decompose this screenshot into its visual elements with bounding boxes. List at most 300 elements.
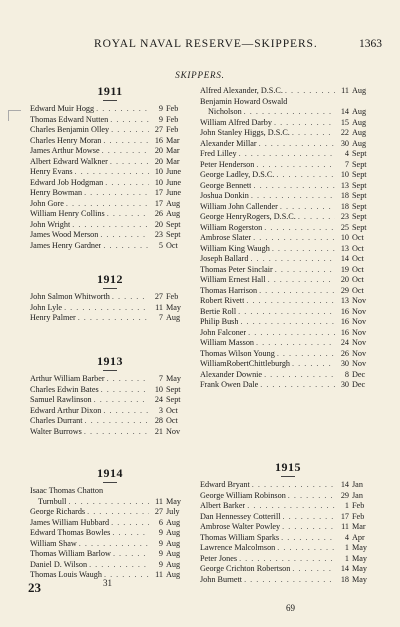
leader-dots [248, 254, 335, 265]
left-column-1914 [30, 466, 190, 581]
entry-month: Mar [166, 156, 180, 166]
right-column [200, 86, 376, 391]
running-title: ROYAL NAVAL RESERVE—SKIPPERS. [94, 38, 318, 50]
entry-day: 10 [154, 177, 163, 187]
entry-day: 20 [154, 219, 163, 229]
list-item [30, 303, 190, 314]
entry-month: Jan [352, 480, 363, 489]
list-item [30, 385, 190, 396]
list-item [200, 170, 376, 181]
leader-dots [279, 533, 335, 544]
entry-day: 11 [155, 302, 163, 312]
year-heading: 1915 [275, 460, 301, 474]
entry-month: Oct [352, 275, 364, 284]
entry-day: 5 [158, 240, 163, 250]
entry-month: Oct [352, 254, 364, 263]
entry-month: Aug [166, 313, 181, 322]
entry-name: Lawrence Malcolmson [200, 543, 276, 552]
entry-name: John Falconer [200, 327, 247, 337]
entry-list [200, 86, 376, 391]
year-group-1913 [30, 354, 190, 437]
entry-day: 4 [344, 532, 349, 542]
list-item [30, 560, 190, 571]
leader-dots [262, 223, 335, 234]
entry-day: 1 [344, 501, 349, 510]
entry-day: 24 [340, 338, 349, 347]
right-footer-page: 69 [286, 603, 295, 613]
entry-month: Nov [352, 296, 367, 305]
leader-dots [266, 275, 335, 286]
entry-month: Sept [352, 191, 367, 200]
list-item [30, 209, 190, 220]
entry-day: 6 [158, 517, 163, 527]
list-item [200, 265, 376, 276]
entry-day: 11 [341, 86, 349, 95]
section-title: SKIPPERS. [175, 70, 225, 80]
list-item [200, 512, 376, 523]
entry-name: James Henry Gardner [30, 240, 102, 250]
entry-day: 14 [340, 480, 349, 489]
entry-day: 16 [154, 135, 163, 145]
list-item [200, 212, 376, 223]
entry-month: Feb [166, 114, 179, 124]
entry-name: Joseph Ballard [200, 254, 249, 263]
leader-dots [290, 564, 335, 575]
left-footer-page: 31 [103, 578, 112, 588]
list-item [200, 118, 376, 129]
leader-dots [105, 374, 149, 385]
leader-dots [254, 338, 335, 349]
heading-rule [281, 476, 295, 477]
list-item [30, 292, 190, 303]
entry-name: George HenryRogers, D.S.C. [200, 212, 296, 221]
entry-month: Oct [352, 285, 364, 295]
list-item [200, 139, 376, 150]
list-item [200, 533, 376, 544]
leader-dots [92, 395, 149, 406]
entry-name: George Ladley, D.S.C. [200, 170, 275, 179]
leader-dots [85, 507, 149, 518]
margin-bracket [8, 110, 21, 121]
entry-month: Aug [352, 86, 367, 95]
entry-day: 27 [154, 507, 163, 516]
entry-month: Aug [166, 570, 181, 579]
list-item [200, 349, 376, 360]
leader-dots [242, 575, 335, 586]
list-item [200, 181, 376, 192]
list-item [30, 539, 190, 550]
entry-name: James William Hubbard [30, 517, 110, 527]
entry-name: John Burnett [200, 574, 243, 584]
list-item [200, 370, 376, 381]
entry-name: Nicholson [208, 107, 242, 116]
entry-name: Robert Rivett [200, 296, 245, 305]
entry-name: Charles Henry Moran [30, 135, 102, 145]
list-item [200, 554, 376, 565]
leader-dots [251, 181, 335, 192]
list-item [200, 86, 376, 97]
entry-day: 10 [154, 384, 163, 394]
list-item [30, 507, 190, 518]
entry-day: 29 [340, 490, 349, 500]
list-item [200, 160, 376, 171]
entry-day: 8 [344, 369, 349, 379]
entry-month: Oct [352, 243, 364, 253]
entry-day: 13 [340, 180, 349, 190]
heading-rule [103, 288, 117, 289]
entry-name: William Shaw [30, 538, 77, 548]
page-header [30, 38, 382, 54]
entry-day: 1 [344, 553, 349, 563]
entry-name: Albert Barker [200, 501, 246, 510]
entry-name: Edward Arthur Dixon [30, 405, 102, 415]
leader-dots [103, 178, 149, 189]
left-column [30, 84, 190, 251]
year-heading: 1914 [97, 466, 123, 480]
entry-name: Frank Owen Dale [200, 380, 259, 389]
entry-list [30, 292, 190, 324]
entry-name: Charles Durrant [30, 416, 83, 425]
leader-dots [101, 241, 149, 252]
list-item [200, 575, 376, 586]
entry-list [30, 486, 190, 581]
entry-name: Thomas Harrison [200, 285, 258, 295]
leader-dots [237, 554, 335, 565]
entry-name: Henry Palmer [30, 313, 76, 322]
leader-dots [281, 512, 336, 523]
leader-dots [76, 313, 149, 324]
heading-rule [103, 100, 117, 101]
year-group-1914-cont [200, 86, 376, 391]
leader-dots [82, 188, 149, 199]
leader-dots [246, 328, 335, 339]
entry-name: Dan Hennessey Cotterill [200, 511, 281, 521]
entry-month: May [352, 564, 368, 573]
entry-month: Dec [352, 369, 366, 379]
entry-day: 14 [340, 107, 349, 116]
entry-day: 23 [154, 230, 163, 239]
page-number: 1363 [359, 38, 382, 50]
entry-day: 18 [340, 201, 349, 211]
leader-dots [250, 480, 335, 491]
list-item [200, 244, 376, 255]
entry-name: Edward Job Hodgman [30, 177, 104, 187]
entry-name: John Salmon Whitworth [30, 292, 110, 301]
left-column-1913 [30, 354, 190, 437]
entry-month: Feb [166, 104, 179, 113]
list-item [200, 223, 376, 234]
entry-month: Nov [352, 338, 367, 347]
entry-day: 30 [340, 380, 349, 389]
entry-month: Sept [166, 395, 181, 404]
entry-name: Thomas Wilson Young [200, 348, 275, 358]
list-item [30, 230, 190, 241]
entry-month: Feb [352, 511, 365, 521]
list-item [30, 406, 190, 417]
entry-month: Oct [166, 416, 178, 425]
entry-name: Thomas Edward Nutten [30, 114, 109, 124]
entry-day: 9 [158, 538, 163, 548]
entry-month: Aug [166, 517, 181, 527]
list-item [200, 233, 376, 244]
entry-month: Sept [352, 222, 367, 232]
list-item [30, 146, 190, 157]
entry-month [349, 97, 376, 108]
list-item [200, 307, 376, 318]
entry-day: 18 [340, 574, 349, 584]
entry-month: Sept [166, 230, 181, 239]
leader-dots [242, 107, 335, 118]
leader-dots [283, 86, 335, 97]
entry-month: Aug [352, 107, 367, 116]
entry-day: 25 [340, 222, 349, 232]
leader-dots [270, 244, 335, 255]
list-item [200, 338, 376, 349]
entry-day: 13 [340, 296, 349, 305]
entry-day: 7 [158, 374, 163, 383]
entry-month: Aug [352, 138, 367, 148]
entry-name: George Richards [30, 507, 86, 516]
leader-dots [257, 139, 335, 150]
list-item [200, 564, 376, 575]
leader-dots [290, 128, 335, 139]
year-group-1912 [30, 272, 190, 324]
entry-day [335, 97, 349, 108]
entry-name: Alfred Alexander, D.S.C. [200, 86, 283, 95]
leader-dots [249, 191, 335, 202]
entry-name: Walter Burrows [30, 426, 82, 436]
entry-month: May [166, 496, 182, 506]
entry-name: William Masson [200, 338, 255, 347]
list-item [30, 427, 190, 438]
leader-dots [254, 160, 335, 171]
entry-day: 11 [341, 522, 349, 531]
list-item [30, 416, 190, 427]
entry-name: Alexander Millar [200, 138, 257, 148]
entry-day: 14 [340, 254, 349, 263]
entry-day: 22 [340, 128, 349, 137]
entry-day: 9 [158, 549, 163, 558]
list-item [30, 167, 190, 178]
leader-dots [108, 115, 149, 126]
entry-day: 17 [154, 198, 163, 208]
entry-list [200, 480, 376, 585]
entry-name: William Rogerston [200, 222, 263, 232]
list-item [30, 486, 190, 497]
entry-month: Mar [352, 522, 366, 531]
entry-month: Aug [352, 128, 367, 137]
list-item [30, 528, 190, 539]
list-item [200, 328, 376, 339]
entry-month: Nov [166, 426, 181, 436]
entry-month: May [166, 374, 182, 383]
leader-dots [99, 385, 149, 396]
entry-month: Feb [166, 125, 179, 134]
entry-day: 20 [154, 146, 163, 155]
entry-name: Turnbull [38, 496, 67, 506]
list-item [30, 157, 190, 168]
list-item [200, 149, 376, 160]
list-item [30, 313, 190, 324]
entry-month: Apr [352, 532, 365, 542]
entry-day: 24 [154, 395, 163, 404]
entry-month: Mar [166, 146, 180, 155]
entry-day: 3 [158, 405, 163, 415]
entry-month: Aug [166, 528, 181, 537]
list-item [30, 188, 190, 199]
list-item [30, 241, 190, 252]
year-group-1915 [200, 460, 376, 585]
entry-name: Isaac Thomas Chatton [30, 486, 104, 495]
entry-name: George Crichton Robertson [200, 564, 291, 573]
entry-name: John Lyle [30, 302, 63, 312]
list-item [200, 254, 376, 265]
entry-name: Henry Bowman [30, 188, 83, 197]
entry-day: 10 [340, 233, 349, 242]
entry-month: Aug [352, 117, 367, 127]
entry-day: 1 [344, 543, 349, 552]
entry-list [30, 374, 190, 437]
leader-dots [87, 560, 149, 571]
entry-name: Henry Evans [30, 167, 73, 176]
leader-dots [77, 539, 149, 550]
leader-dots [237, 149, 335, 160]
leader-dots [109, 518, 149, 529]
leader-dots [62, 303, 149, 314]
leader-dots [275, 543, 335, 554]
entry-name: Arthur William Barber [30, 374, 105, 383]
entry-day: 10 [154, 167, 163, 176]
entry-month: Aug [166, 538, 181, 548]
entry-month: Feb [352, 501, 365, 510]
entry-name: Edward Bryant [200, 480, 250, 489]
entry-day: 17 [154, 188, 163, 197]
entry-month: Nov [352, 306, 367, 316]
entry-month: May [352, 553, 368, 563]
entry-month: Aug [166, 209, 181, 218]
list-item [200, 202, 376, 213]
entry-day: 20 [340, 275, 349, 284]
leader-dots [64, 199, 149, 210]
entry-name: Edward Muir Hogg [30, 104, 95, 113]
list-item [30, 220, 190, 231]
list-item [30, 199, 190, 210]
leader-dots [244, 296, 335, 307]
list-item [200, 317, 376, 328]
leader-dots [101, 136, 149, 147]
right-column-1915 [200, 460, 376, 585]
entry-month: Oct [166, 405, 178, 415]
entry-month: June [166, 177, 182, 187]
list-item [200, 543, 376, 554]
entry-month: Sept [352, 159, 367, 169]
entry-day: 14 [340, 564, 349, 573]
list-item [30, 178, 190, 189]
leader-dots [66, 497, 149, 508]
year-heading: 1911 [97, 84, 123, 98]
entry-month: Nov [352, 327, 367, 337]
leader-dots [286, 491, 335, 502]
leader-dots [73, 167, 149, 178]
entry-month: Oct [166, 240, 178, 250]
entry-day: 16 [340, 327, 349, 337]
entry-name: Peter Henderson [200, 159, 255, 169]
list-item [200, 286, 376, 297]
entry-name: William Henry Collins [30, 209, 105, 218]
entry-name: Benjamin Howard Oswald [200, 96, 288, 106]
entry-day: 11 [155, 570, 163, 579]
leader-dots [110, 292, 149, 303]
leader-dots [111, 549, 149, 560]
entry-day: 9 [158, 104, 163, 113]
entry-day: 13 [340, 243, 349, 253]
entry-month: May [352, 574, 368, 584]
entry-month: May [352, 543, 368, 552]
entry-name: James Wood Merson [30, 230, 99, 239]
list-item [200, 480, 376, 491]
leader-dots [280, 522, 335, 533]
entry-month: Sept [166, 384, 181, 394]
entry-name: Charles Benjamin Olley [30, 125, 110, 134]
entry-day: 19 [340, 264, 349, 274]
leader-dots [245, 501, 335, 512]
leader-dots [262, 370, 335, 381]
entry-name: Daniel D. Wilson [30, 559, 88, 569]
entry-day: 16 [340, 317, 349, 326]
entry-name: Peter Jones [200, 553, 238, 563]
entry-day: 23 [340, 212, 349, 221]
leader-dots [109, 125, 149, 136]
entry-name: Thomas William Barlow [30, 549, 111, 558]
list-item [200, 97, 376, 108]
leader-dots [82, 427, 149, 438]
leader-dots [101, 406, 149, 417]
entry-name: William Ernest Hall [200, 275, 266, 284]
entry-month: Oct [352, 264, 364, 274]
entry-name: George Bennett [200, 180, 252, 190]
entry-list [30, 104, 190, 251]
entry-name: John Stanley Higgs, D.S.C. [200, 128, 290, 137]
entry-month: Aug [166, 559, 181, 569]
entry-day: 26 [340, 348, 349, 358]
entry-name: Albert Edward Walkner [30, 156, 108, 166]
entry-day: 18 [340, 191, 349, 200]
leader-dots [100, 146, 149, 157]
list-item [200, 107, 376, 118]
entry-day: 10 [340, 170, 349, 179]
entry-day: 21 [154, 426, 163, 436]
entry-name: Thomas Peter Sinclair [200, 264, 273, 274]
entry-month: May [166, 302, 182, 312]
leader-dots [83, 416, 149, 427]
entry-month [163, 486, 190, 497]
leader-dots [94, 104, 149, 115]
entry-name: Charles Edwin Bates [30, 384, 99, 394]
leader-dots [251, 233, 335, 244]
entry-name: Ambrose Slater [200, 233, 252, 242]
entry-month: July [166, 507, 180, 516]
list-item [30, 115, 190, 126]
entry-month: Feb [166, 292, 179, 301]
leader-dots [275, 349, 335, 360]
leader-dots [70, 220, 149, 231]
entry-month: Oct [352, 233, 364, 242]
list-item [30, 136, 190, 147]
entry-month: Sept [352, 149, 367, 158]
list-item [30, 104, 190, 115]
leader-dots [105, 209, 149, 220]
entry-day: 27 [154, 125, 163, 134]
